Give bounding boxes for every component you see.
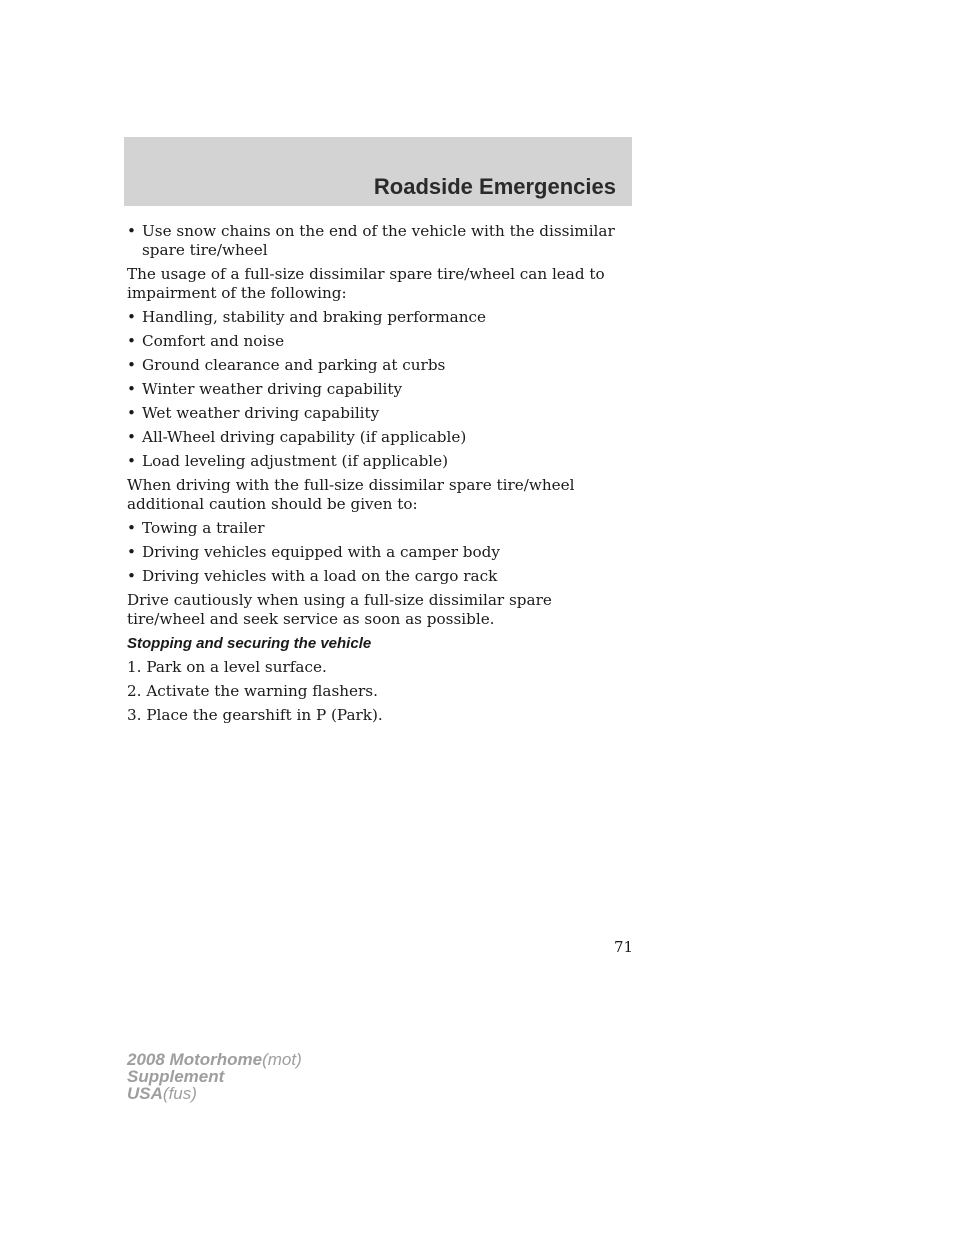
- footer-model: 2008 Motorhome: [127, 1050, 263, 1069]
- bullet-icon: •: [127, 428, 136, 446]
- body-text: [127, 222, 627, 730]
- bullet-item: [127, 452, 627, 471]
- bullet-item: [127, 404, 627, 423]
- footer-model-code: (mot): [262, 1050, 302, 1069]
- paragraph: 1. Park on a level surface.: [127, 658, 327, 676]
- bullet-text: Driving vehicles with a load on the cargo rack: [142, 567, 498, 585]
- bullet-text: All-Wheel driving capability (if applicable): [142, 428, 467, 446]
- paragraph: Drive cautiously when using a full-size dissimilar spare tire/wheel and seek service as soon as possible.: [127, 591, 552, 628]
- footer-market: USA: [127, 1084, 163, 1103]
- section-header: [124, 137, 632, 206]
- subheading: Stopping and securing the vehicle: [127, 635, 372, 652]
- bullet-item: [127, 332, 627, 351]
- page-number: 71: [614, 938, 634, 956]
- bullet-item: [127, 356, 627, 375]
- bullet-text: Driving vehicles equipped with a camper body: [142, 543, 500, 561]
- bullet-item: [127, 567, 627, 586]
- footer-market-code: (fus): [162, 1084, 197, 1103]
- bullet-text: Comfort and noise: [142, 332, 285, 350]
- bullet-item: [127, 380, 627, 399]
- bullet-text: Load leveling adjustment (if applicable): [142, 452, 449, 470]
- bullet-icon: •: [127, 404, 136, 422]
- bullet-item: [127, 308, 627, 327]
- bullet-icon: •: [127, 567, 136, 585]
- bullet-icon: •: [127, 543, 136, 561]
- bullet-icon: •: [127, 519, 136, 537]
- bullet-item: [127, 543, 627, 562]
- bullet-text: Ground clearance and parking at curbs: [142, 356, 446, 374]
- bullet-item: [127, 519, 627, 538]
- bullet-icon: •: [127, 356, 136, 374]
- bullet-icon: •: [127, 332, 136, 350]
- bullet-text: Use snow chains on the end of the vehicle with the dissimilar spare tire/wheel: [142, 222, 615, 259]
- bullet-icon: •: [127, 222, 136, 240]
- bullet-text: Towing a trailer: [142, 519, 265, 537]
- footer-imprint: [127, 1051, 302, 1102]
- section-title: Roadside Emergencies: [373, 174, 616, 199]
- paragraph: The usage of a full-size dissimilar spare tire/wheel can lead to impairment of the following:: [127, 265, 605, 302]
- paragraph: 2. Activate the warning flashers.: [127, 682, 378, 700]
- footer-supplement: Supplement: [127, 1067, 225, 1086]
- bullet-icon: •: [127, 308, 136, 326]
- bullet-icon: •: [127, 452, 136, 470]
- bullet-item: [127, 428, 627, 447]
- paragraph: When driving with the full-size dissimilar spare tire/wheel additional caution should be given to:: [127, 476, 575, 513]
- bullet-text: Wet weather driving capability: [142, 404, 380, 422]
- bullet-item: [127, 222, 627, 260]
- paragraph: 3. Place the gearshift in P (Park).: [127, 706, 383, 724]
- bullet-text: Winter weather driving capability: [142, 380, 403, 398]
- bullet-text: Handling, stability and braking performance: [142, 308, 486, 326]
- bullet-icon: •: [127, 380, 136, 398]
